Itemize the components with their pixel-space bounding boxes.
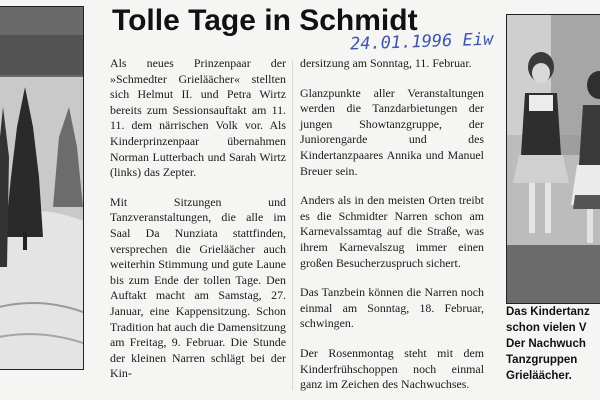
column2-paragraph: Der Rosenmontag steht mit dem Kinderfrühschoppen noch einmal ganz im Zeichen des Nachwuchses. — [300, 345, 484, 392]
photo-caption — [506, 304, 600, 384]
caption-line: Grieläächer. — [506, 370, 572, 382]
column2-paragraph: Das Tanzbein können die Narren noch einmal am Sonntag, 18. Februar, schwingen. — [300, 285, 484, 331]
article-headline: Tolle Tage in Schmidt — [112, 4, 418, 37]
photo-dancing-children — [506, 14, 600, 304]
column2-paragraph: Anders als in den meisten Orten treibt es die Schmidter Narren schon am Karnevalssamtag auf die Straße, was ihrem Karnevalszug immer einen großen Besucherzuspruch sichert. — [300, 193, 484, 270]
article-column-1 — [110, 56, 286, 382]
photo-winter-trees — [0, 6, 84, 370]
dancing-children-image — [507, 15, 600, 303]
date-stamp: 24.01.1996 Eiw — [349, 29, 494, 55]
column2-paragraph: Glanzpunkte aller Veranstaltungen werden die Tanzdarbietungen der jungen Showtanzgruppe, der Juniorengarde und des Kindertanzpaares Annika und Manuel Breuer sein. — [300, 85, 484, 178]
column1-paragraph: Als neues Prinzenpaar der »Schmedter Grieläächer« stellten sich Helmut II. und Petra Wirtz bereits zum Sessionsauftakt am 11. 11. dem närrischen Volk vor. Als Kinderprinzenpaar übernahmen Norman Lutterbach und Sarah Wirtz (links) das Zepter. — [110, 56, 286, 180]
column1-paragraph: Mit Sitzungen und Tanzveranstaltungen, die alle im Saal Da Nunziata stattfinden, versprechen die Grieläächer auch weiterhin Stimmung und gute Laune bis zum Ende der tollen Tage. Den Auftakt macht am Samstag, 27. Januar, eine Kappensitzung. Schon Tradition hat auch die Damensitzung am Freitag, 9. Februar. Die Stunde der kleinen Narren schlägt bei der Kin- — [110, 194, 286, 381]
winter-trees-image — [0, 7, 83, 369]
column-divider — [292, 60, 293, 390]
caption-line: Das Kindertanz — [506, 306, 590, 318]
article-column-2 — [300, 56, 484, 393]
caption-line: schon vielen V — [506, 322, 587, 334]
caption-line: Der Nachwuch — [506, 338, 586, 350]
column2-paragraph: dersitzung am Sonntag, 11. Februar. — [300, 56, 472, 70]
caption-line: Tanzgruppen — [506, 354, 578, 366]
